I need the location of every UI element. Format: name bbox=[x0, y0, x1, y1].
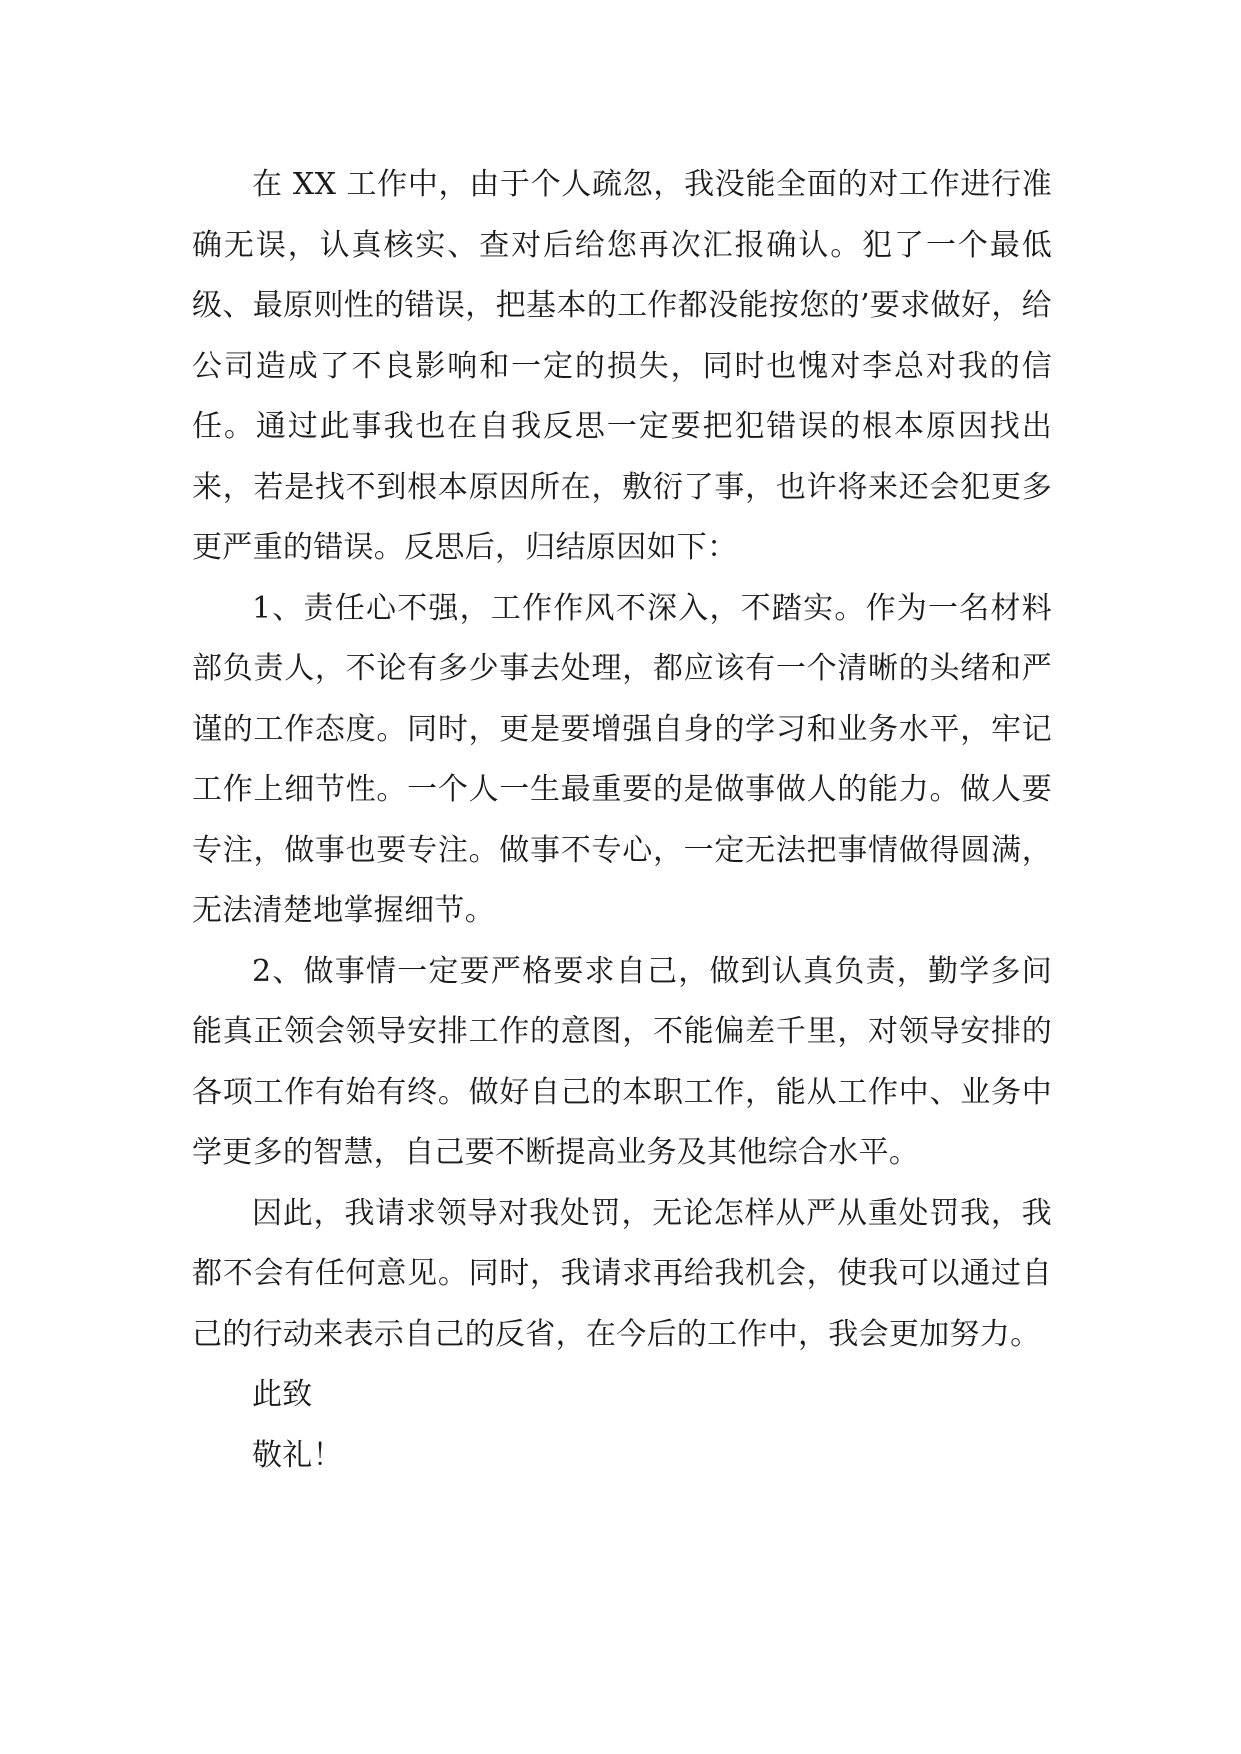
document-body bbox=[192, 155, 1052, 1486]
closing-regards: 敬礼！ bbox=[252, 1437, 343, 1473]
paragraph-incident: 在 XX 工作中，由于个人疏忽，我没能全面的对工作进行准确无误，认真核实、查对后给您再次汇报确认。犯了一个最低级、最原则性的错误，把基本的工作都没能按您的’要求做好，给公司造成了不良影响和一定的损失，同时也愧对李总对我的信任。通过此事我也在自我反思一定要把犯错误的根本原因找出来，若是找不到根本原因所在，敷衍了事，也许将来还会犯更多更严重的错误。反思后，归结原因如下： bbox=[192, 167, 1052, 565]
closing-salutation: 此致 bbox=[252, 1377, 313, 1412]
paragraph-reason-1: 1、责任心不强，工作作风不深入，不踏实。作为一名材料部负责人，不论有多少事去处理，都应该有一个清晰的头绪和严谨的工作态度。同时，更是要增强自身的学习和业务水平，牢记工作上细节性。一个人一生最重要的是做事做人的能力。做人要专注，做事也要专注。做事不专心，一定无法把事情做得圆满，无法清楚地掌握细节。 bbox=[192, 590, 1052, 928]
paragraph-request: 因此，我请求领导对我处罚，无论怎样从严从重处罚我，我都不会有任何意见。同时，我请求再给我机会，使我可以通过自己的行动来表示自己的反省，在今后的工作中，我会更加努力。 bbox=[192, 1195, 1052, 1352]
paragraph-reason-2: 2、做事情一定要严格要求自己，做到认真负责，勤学多问能真正领会领导安排工作的意图，不能偏差千里，对领导安排的各项工作有始有终。做好自己的本职工作，能从工作中、业务中学更多的智慧，自己要不断提高业务及其他综合水平。 bbox=[192, 953, 1052, 1170]
